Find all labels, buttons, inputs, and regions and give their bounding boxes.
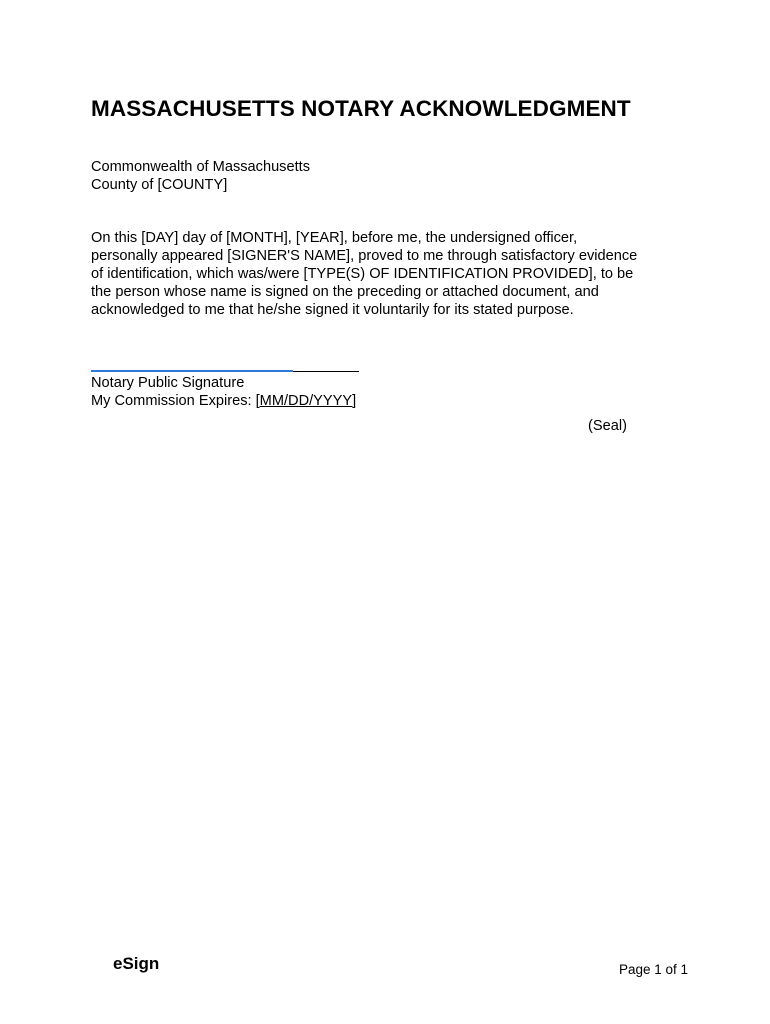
- commission-date-field[interactable]: [MM/DD/YYYY]: [255, 393, 357, 409]
- paragraph-line: the person whose name is signed on the preceding or attached document, and: [91, 284, 599, 300]
- document-title: MASSACHUSETTS NOTARY ACKNOWLEDGMENT: [91, 96, 631, 121]
- paragraph-line: personally appeared [SIGNER'S NAME], proved to me through satisfactory evidence: [91, 248, 638, 264]
- paragraph-line: On this [DAY] day of [MONTH], [YEAR], before me, the undersigned officer,: [91, 230, 578, 246]
- paragraph-line: of identification, which was/were [TYPE(S) OF IDENTIFICATION PROVIDED], to be: [91, 266, 634, 282]
- venue-county: County of [COUNTY]: [91, 177, 228, 193]
- paragraph-line: acknowledged to me that he/she signed it voluntarily for its stated purpose.: [91, 302, 574, 318]
- signature-field[interactable]: [91, 370, 293, 372]
- esign-logo: eSign: [113, 954, 160, 973]
- commission-line: [91, 392, 356, 410]
- signature-label: Notary Public Signature: [91, 375, 245, 391]
- signature-block: [91, 374, 356, 410]
- venue-state: Commonwealth of Massachusetts: [91, 159, 310, 175]
- acknowledgment-paragraph: [91, 229, 671, 319]
- seal-label: (Seal): [588, 418, 627, 434]
- page-number: Page 1 of 1: [619, 962, 689, 977]
- commission-label: My Commission Expires:: [91, 393, 256, 409]
- venue-block: [91, 158, 310, 194]
